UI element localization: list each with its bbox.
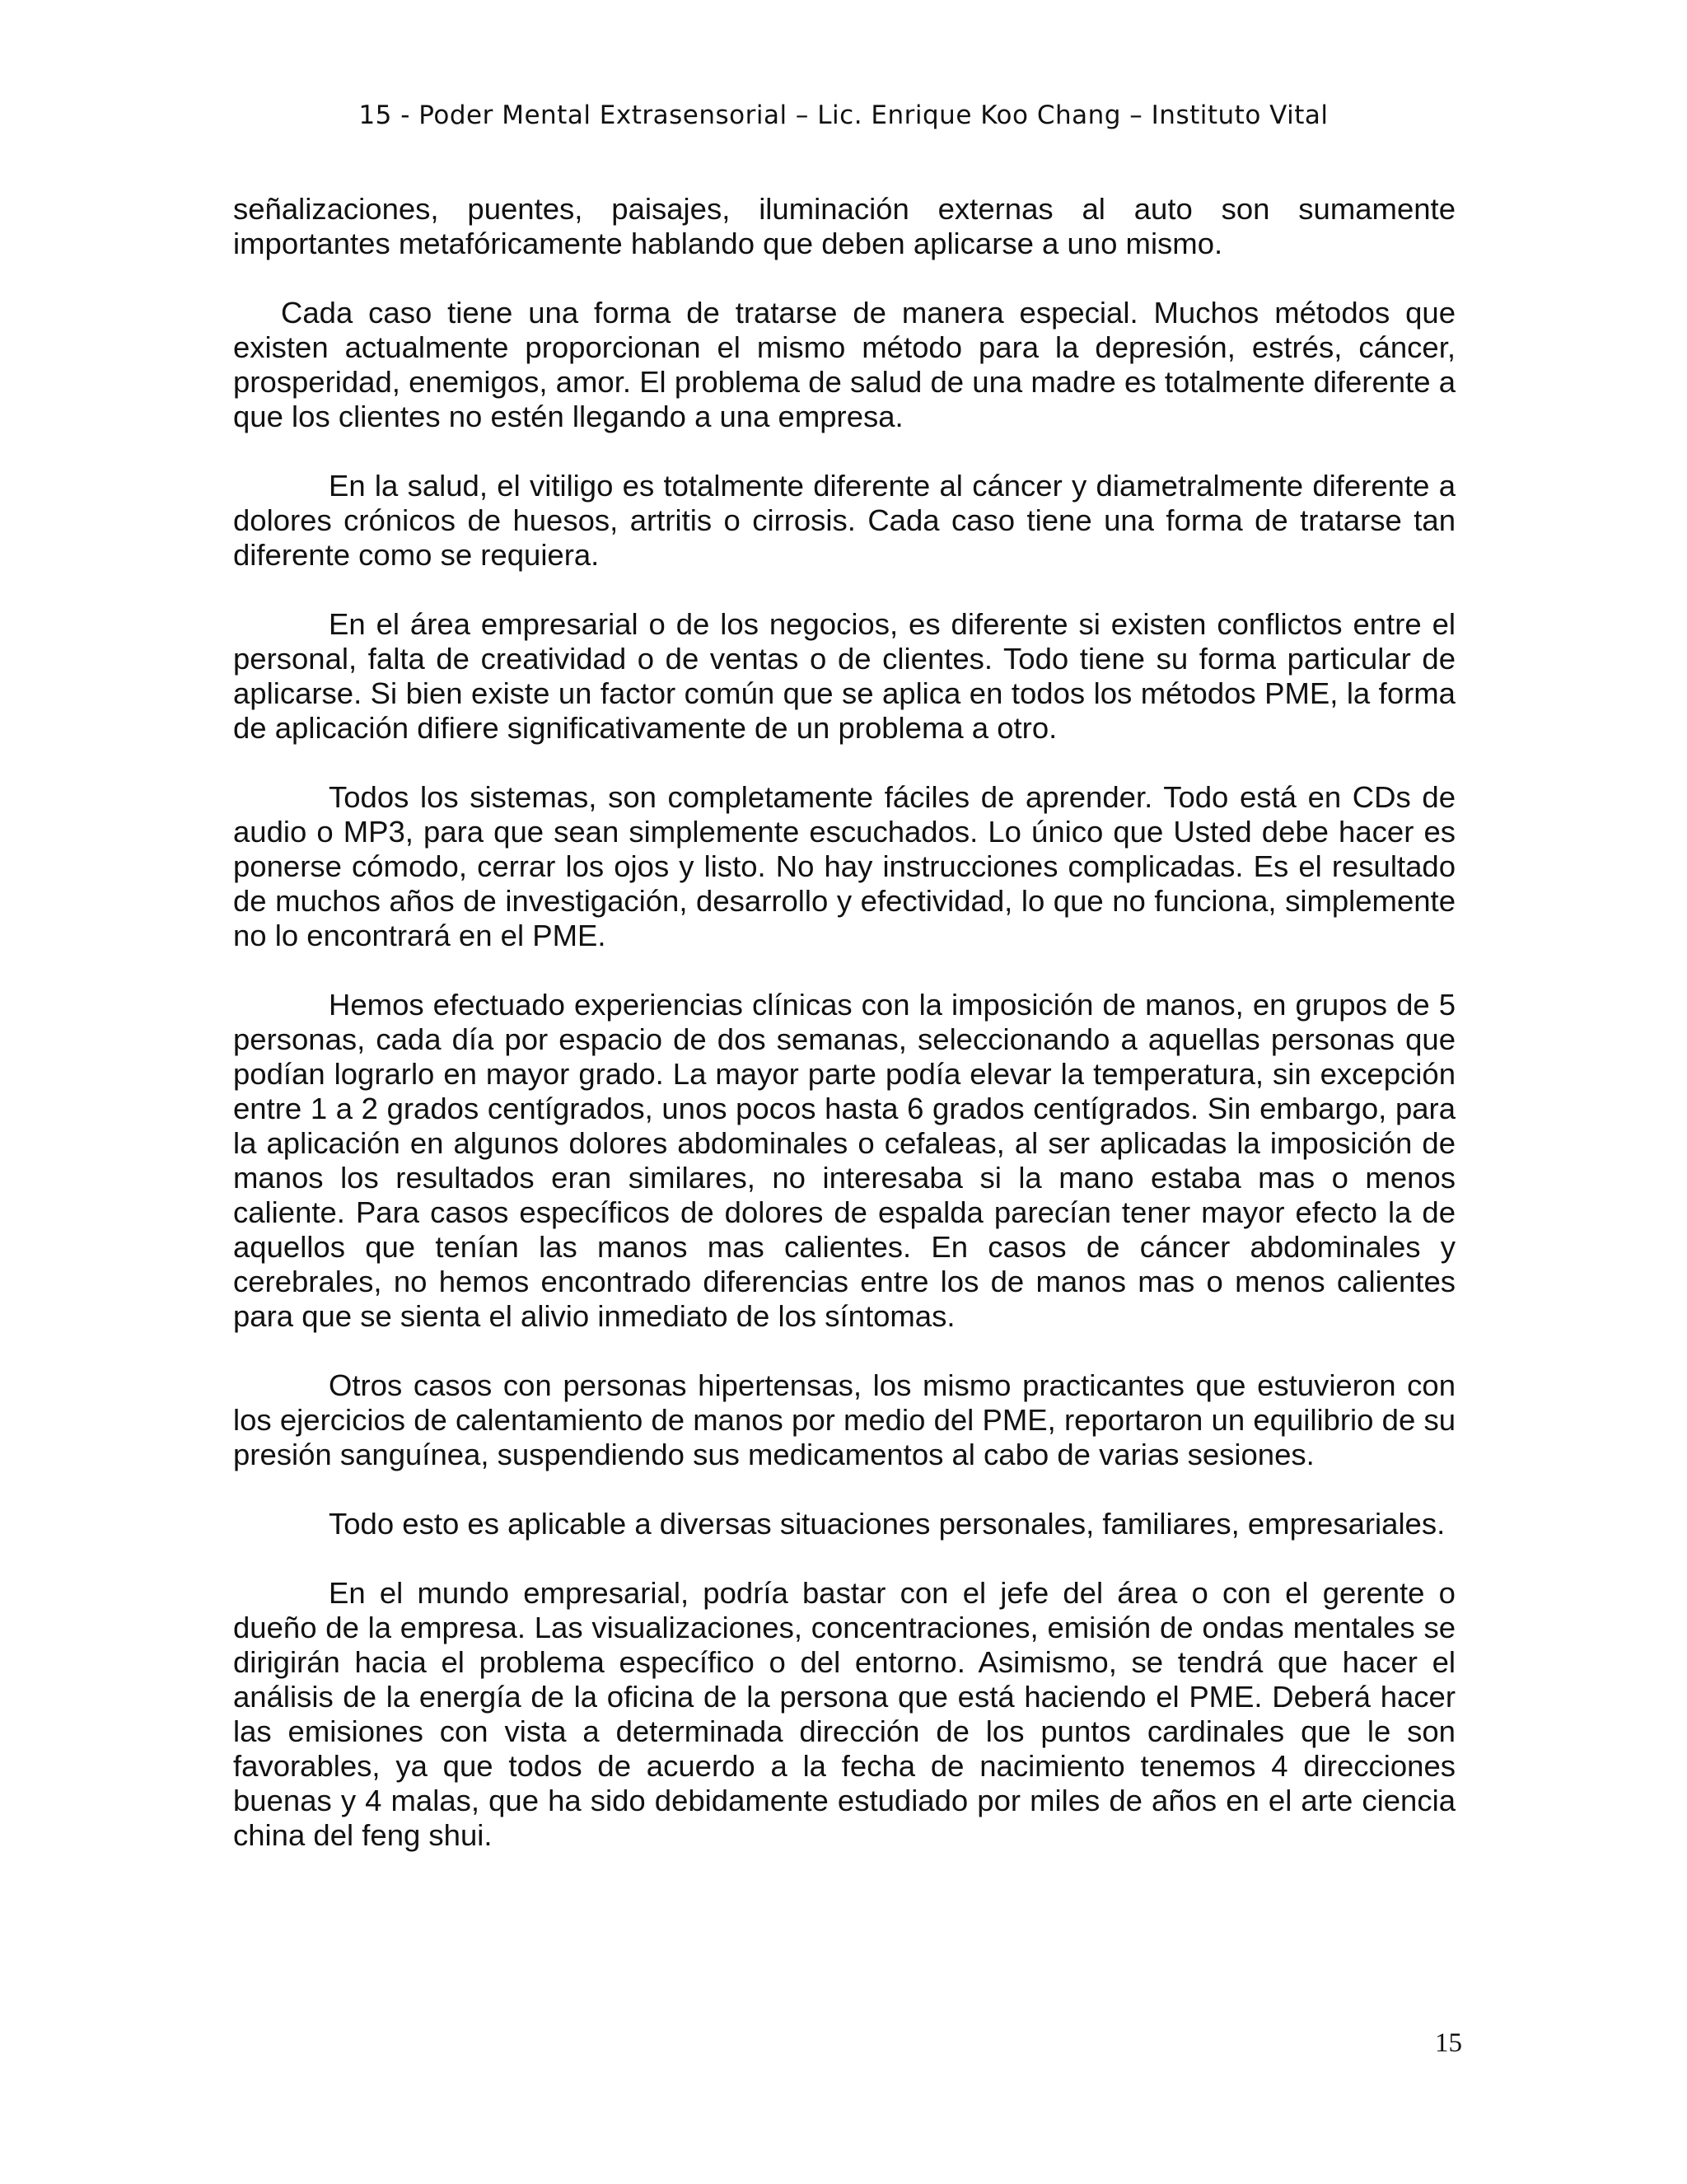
paragraph: Cada caso tiene una forma de tratarse de manera especial. Muchos métodos que existen actualmente proporcionan el mismo método para la depresión, estrés, cáncer, prosperidad, enemigos, amor. El problema de salud de una madre es totalmente diferente a que los clientes no estén llegando a una empresa. <box>233 296 1456 433</box>
paragraph: Otros casos con personas hipertensas, los mismo practicantes que estuvieron con los ejercicios de calentamiento de manos por medio del PME, reportaron un equilibrio de su presión sanguínea, suspendiendo sus medicamentos al cabo de varias sesiones. <box>233 1368 1456 1471</box>
paragraph: En el área empresarial o de los negocios, es diferente si existen conflictos entre el personal, falta de creatividad o de ventas o de clientes. Todo tiene su forma particular de aplicarse. Si bien existe un factor común que se aplica en todos los métodos PME, la forma de aplicación difiere significativamente de un problema a otro. <box>233 607 1456 745</box>
paragraph: señalizaciones, puentes, paisajes, iluminación externas al auto son sumamente importantes metafóricamente hablando que deben aplicarse a uno mismo. <box>233 192 1456 260</box>
page-number: 15 <box>1435 2028 1462 2058</box>
paragraph: Todos los sistemas, son completamente fáciles de aprender. Todo está en CDs de audio o MP3, para que sean simplemente escuchados. Lo único que Usted debe hacer es ponerse cómodo, cerrar los ojos y listo. No hay instrucciones complicadas. Es el resultado de muchos años de investigación, desarrollo y efectividad, lo que no funciona, simplemente no lo encontrará en el PME. <box>233 780 1456 952</box>
running-header: 15 - Poder Mental Extrasensorial – Lic. Enrique Koo Chang – Instituto Vital <box>358 101 1329 130</box>
paragraph: Todo esto es aplicable a diversas situaciones personales, familiares, empresariales. <box>329 1507 1446 1541</box>
paragraph: En la salud, el vitiligo es totalmente diferente al cáncer y diametralmente diferente a dolores crónicos de huesos, artritis o cirrosis. Cada caso tiene una forma de tratarse tan diferente como se requiera. <box>233 469 1456 572</box>
paragraph: Hemos efectuado experiencias clínicas con la imposición de manos, en grupos de 5 personas, cada día por espacio de dos semanas, seleccionando a aquellas personas que podían lograrlo en mayor grado. La mayor parte podía elevar la temperatura, sin excepción entre 1 a 2 grados centígrados, unos pocos hasta 6 grados centígrados. Sin embargo, para la aplicación en algunos dolores abdominales o cefaleas, al ser aplicadas la imposición de manos los resultados eran similares, no interesaba si la mano estaba mas o menos caliente. Para casos específicos de dolores de espalda parecían tener mayor efecto la de aquellos que tenían las manos mas calientes. En casos de cáncer abdominales y cerebrales, no hemos encontrado diferencias entre los de manos mas o menos calientes para que se sienta el alivio inmediato de los síntomas. <box>233 988 1456 1333</box>
body-text <box>233 192 1456 1887</box>
paragraph: En el mundo empresarial, podría bastar con el jefe del área o con el gerente o dueño de la empresa. Las visualizaciones, concentraciones, emisión de ondas mentales se dirigirán hacia el problema específico o del entorno. Asimismo, se tendrá que hacer el análisis de la energía de la oficina de la persona que está haciendo el PME. Deberá hacer las emisiones con vista a determinada dirección de los puntos cardinales que le son favorables, ya que todos de acuerdo a la fecha de nacimiento tenemos 4 direcciones buenas y 4 malas, que ha sido debidamente estudiado por miles de años en el arte ciencia china del feng shui. <box>233 1576 1456 1852</box>
